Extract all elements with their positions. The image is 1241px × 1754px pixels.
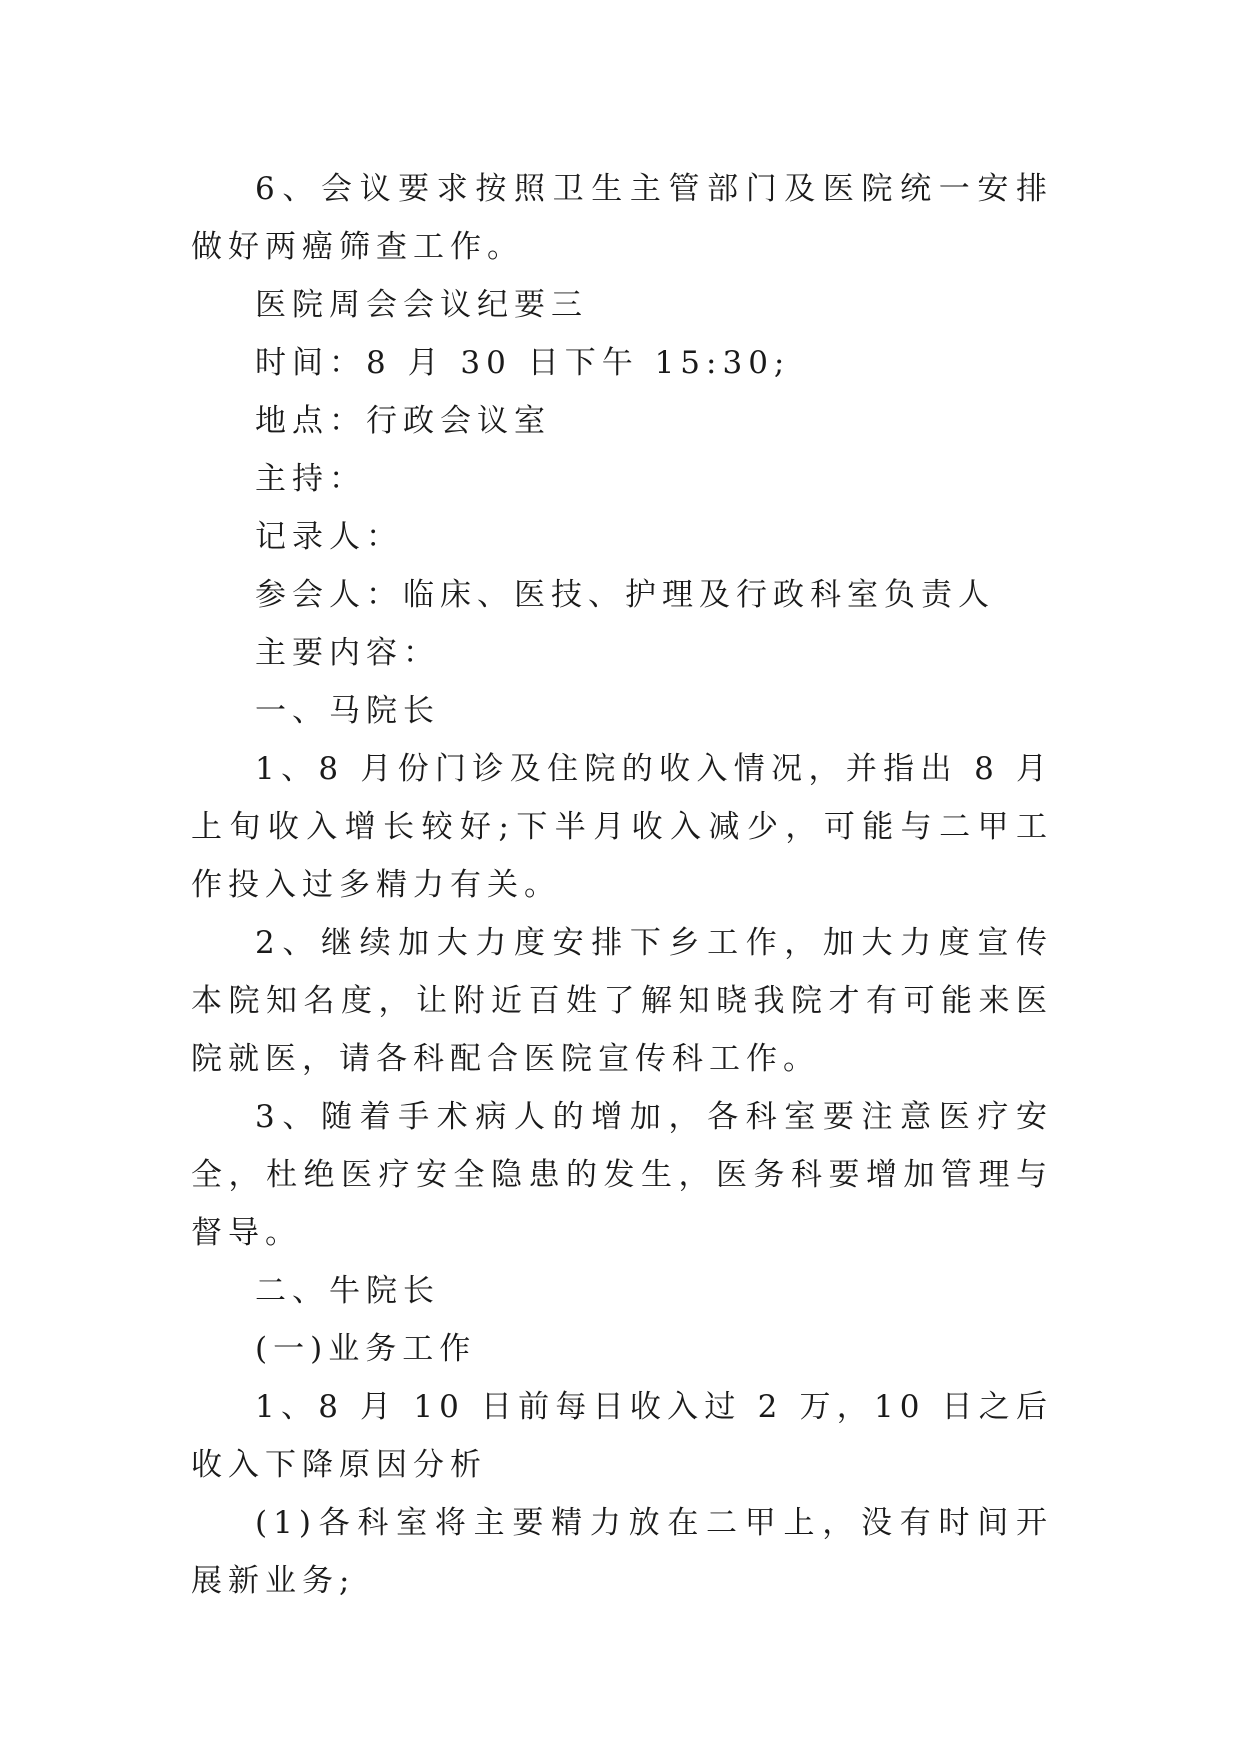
main-content-heading: 主要内容： [255, 635, 440, 671]
paragraph-niu-1: 1、8 月 10 日前每日收入过 2 万，10 日之后收入下降原因分析 [191, 1389, 1053, 1483]
meeting-location: 地点：行政会议室 [255, 403, 551, 439]
paragraph-item-6-screening: 6、会议要求按照卫生主管部门及医院统一安排做好两癌筛查工作。 [191, 171, 1053, 265]
paragraph-ma-2: 2、继续加大力度安排下乡工作，加大力度宣传本院知名度，让附近百姓了解知晓我院才有可能来医院就医，请各科配合医院宣传科工作。 [191, 925, 1053, 1077]
document-page [191, 160, 1053, 1610]
paragraph-ma-3: 3、随着手术病人的增加，各科室要注意医疗安全，杜绝医疗安全隐患的发生，医务科要增加管理与督导。 [191, 1099, 1053, 1251]
meeting-attendees: 参会人：临床、医技、护理及行政科室负责人 [255, 577, 995, 613]
meeting-recorder: 记录人： [255, 519, 403, 555]
meeting-host: 主持： [255, 461, 366, 497]
paragraph-niu-1-1: (1)各科室将主要精力放在二甲上，没有时间开展新业务; [191, 1505, 1053, 1599]
section-title-minutes-three: 医院周会会议纪要三 [255, 287, 588, 323]
subheading-business-work: (一)业务工作 [255, 1331, 477, 1367]
paragraph-ma-1: 1、8 月份门诊及住院的收入情况，并指出 8 月上旬收入增长较好;下半月收入减少，可能与二甲工作投入过多精力有关。 [191, 751, 1053, 903]
speaker-heading-ma: 一、马院长 [255, 693, 440, 729]
meeting-time: 时间：8 月 30 日下午 15:30; [255, 345, 791, 381]
speaker-heading-niu: 二、牛院长 [255, 1273, 440, 1309]
